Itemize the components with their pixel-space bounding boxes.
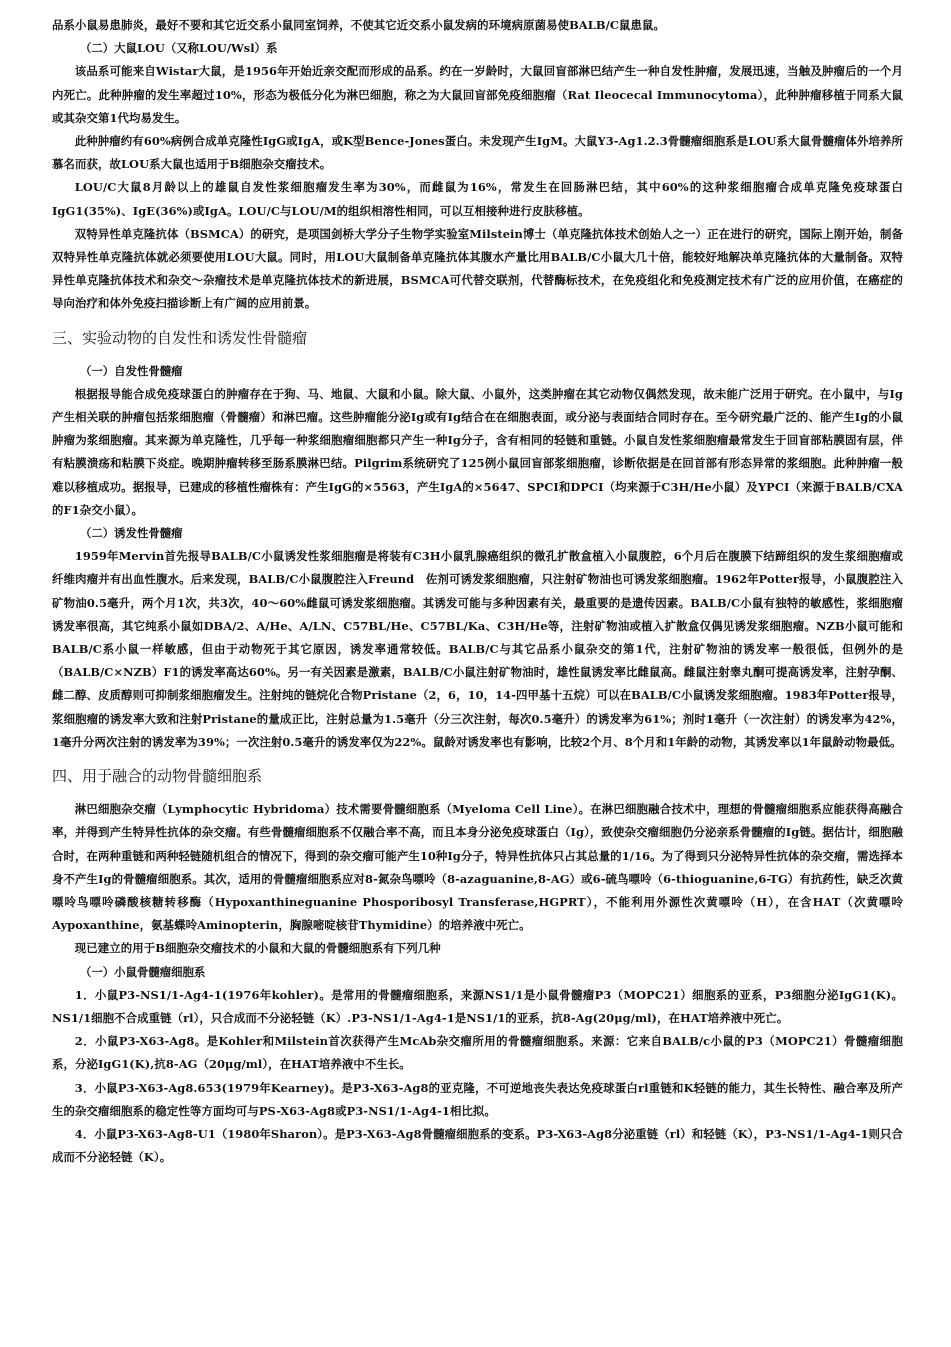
list-item-4: 4．小鼠P3-X63-Ag8-U1（1980年Sharon）。是P3-X63-Ag8骨髓瘤细胞系的变系。P3-X63-Ag8分泌重链（rl）和轻链（K），P3-NS1/1-Ag4-1则只合成而不分泌轻链（K）。 bbox=[52, 1126, 903, 1165]
paragraph-lou-3: LOU/C大鼠8月龄以上的雄鼠自发性浆细胞瘤发生率为30%，而雌鼠为16%，常发生在回肠淋巴结，其中60%的这种浆细胞瘤合成单克隆免疫球蛋白IgG1(35%)、IgE(36%)或IgA。LOU/C与LOU/M的组织相溶性相同，可以互相接种进行皮肤移植。 bbox=[52, 180, 903, 218]
paragraph-hybridoma: 淋巴细胞杂交瘤（Lymphocytic Hybridoma）技术需要骨髓细胞系（Myeloma Cell Line）。在淋巴细胞融合技术中，理想的骨髓瘤细胞系应能获得高融合率，并得到产生特异性抗体的杂交瘤。有些骨髓瘤细胞系不仅融合率不高，而且本身分泌免疫球蛋白（Ig），致使杂交瘤细胞仍分泌亲系骨髓瘤的Ig链。据估计，细胞融合时，在两种重链和两种轻链随机组合的情况下，得到的杂交瘤可能产生10种Ig分子，特异性抗体只占其总量的1/16。为了得到只分泌特异性抗体的杂交瘤，需选择本身不产生Ig的骨髓瘤细胞系。其次，适用的骨髓瘤细胞系应对8-氮杂鸟嘌呤（8-azaguanine,8-AG）或6-硫鸟嘌呤（6-thioguanine,6-TG）有抗药性，缺乏次黄嘌呤鸟嘌呤磷酸核糖转移酶（Hypoxanthineguanine Phosporibosyl Transferase,HGPRT），不能利用外源性次黄嘌呤（H），在含HAT（次黄嘌呤Aypoxanthine，氨基蝶呤Aminopterin，胸腺嘧啶核苷Thymidine）的培养液中死亡。 bbox=[52, 802, 903, 933]
subheading-induced: （二）诱发性骨髓瘤 bbox=[80, 526, 183, 541]
subheading-rat-lou: （二）大鼠LOU（又称LOU/Wsl）系 bbox=[80, 41, 278, 56]
paragraph-lou-4: 双特异性单克隆抗体（BSMCA）的研究，是项国剑桥大学分子生物学实验室Milstein博士（单克隆抗体技术创始人之一）正在进行的研究，国际上刚开始，制备双特异性单克隆抗体就必须要使用LOU大鼠。同时，用LOU大鼠制备单克隆抗体其腹水产量比用BALB/C小鼠大几十倍，能较好地解决单克隆抗体的大量制备。双特异性单克隆抗体技术和杂交～杂瘤技术是单克隆抗体技术的新进展，BSMCA可代替交联剂，代替酶标技术，在免疫组化和免疫测定技术有广泛的应用价值，在癌症的导向治疗和体外免疫扫描诊断上有广阔的应用前景。 bbox=[52, 226, 903, 311]
paragraph-intro: 品系小鼠易患肺炎，最好不要和其它近交系小鼠同室饲养，不使其它近交系小鼠发病的环境病原菌易使BALB/C鼠患鼠。 bbox=[52, 18, 665, 32]
list-item-2: 2．小鼠P3-X63-Ag8。是Kohler和Milstein首次获得产生McAb杂交瘤所用的骨髓瘤细胞系。来源：它来自BALB/c小鼠的P3（MOPC21）骨髓瘤细胞系，分泌IgG1(K),抗8-AG（20μg/ml），在HAT培养液中不生长。 bbox=[52, 1034, 903, 1072]
section-heading-3: 三、实验动物的自发性和诱发性骨髓瘤 bbox=[52, 328, 308, 347]
subheading-mouse-myeloma: （一）小鼠骨髓瘤细胞系 bbox=[80, 964, 206, 979]
subheading-spontaneous: （一）自发性骨髓瘤 bbox=[80, 363, 183, 378]
paragraph-spontaneous: 根据报导能合成免疫球蛋白的肿瘤存在于狗、马、地鼠、大鼠和小鼠。除大鼠、小鼠外，这类肿瘤在其它动物仅偶然发现，故未能广泛用于研究。在小鼠中，与Ig产生相关联的肿瘤包括浆细胞瘤（骨髓瘤）和淋巴瘤。这些肿瘤能分泌Ig或有Ig结合在在细胞表面，或分泌与表面结合同时存在。至今研究最广泛的、能产生Ig的小鼠肿瘤为浆细胞瘤。其来源为单克隆性，几乎每一种浆细胞瘤细胞都只产生一种Ig分子，含有相同的轻链和重链。小鼠自发性浆细胞瘤最常发生于回盲部粘膜固有层，伴有粘膜溃疡和粘膜下炎症。晚期肿瘤转移至肠系膜淋巴结。Pilgrim系统研究了125例小鼠回盲部浆细胞瘤，诊断依据是在回首部有形态异常的浆细胞。此种肿瘤一般难以移植成功。据报导，已建成的移植性瘤株有：产生IgG的×5563，产生IgA的×5647、SPCI和DPCI（均来源于C3H/He小鼠）及YPCI（来源于BALB/CXA的F1杂交小鼠）。 bbox=[52, 386, 903, 517]
paragraph-induced: 1959年Mervin首先报导BALB/C小鼠诱发性浆细胞瘤是将装有C3H小鼠乳腺癌组织的微孔扩散盒植入小鼠腹腔，6个月后在腹膜下结蹄组织的发生浆细胞瘤或纤维肉瘤并有出血性腹水。后来发现，BALB/C小鼠腹腔注入Freund 佐剂可诱发浆细胞瘤，只注射矿物油也可诱发浆细胞瘤。1962年Potter报导，小鼠腹腔注入矿物油0.5毫升，两个月1次，共3次，40～60%雌鼠可诱发浆细胞瘤。其诱发可能与多种因素有关，最重要的是遗传因素。BALB/C小鼠有独特的敏感性，浆细胞瘤诱发率很高，其它纯系小鼠如DBA/2、A/He、A/LN、C57BL/He、C57BL/Ka、C3H/He等，注射矿物油或植入扩散盒仅偶见诱发浆细胞瘤。NZB小鼠可能和BALB/C系小鼠一样敏感，但由于动物死于其它原因，诱发率通常较低。BALB/C与其它品系小鼠杂交的第1代，注射矿物油的诱发率一般很低，但例外的是（BALB/C×NZB）F1的诱发率高达60%。另一有关因素是激素，BALB/C小鼠注射矿物油时，雄性鼠诱发率比雌鼠高。雌鼠注射睾丸酮可提高诱发率，注射孕酮、雌二醇、皮质醇则可抑制浆细胞瘤发生。注射纯的链烷化合物Pristane（2，6，10，14-四甲基十五烷）可以在BALB/C小鼠诱发浆细胞瘤。1983年Potter报导，浆细胞瘤的诱发率大致和注射Pristane的量成正比，注射总量为1.5毫升（分三次注射，每次0.5毫升）的诱发率为61%；剂时1毫升（一次注射）的诱发率为42%，1毫升分两次注射的诱发率为39%；一次注射0.5毫升的诱发率仅为22%。鼠龄对诱发率也有影响，比较2个月、8个月和1年龄的动物，其诱发率以1年鼠龄动物最低。 bbox=[52, 549, 903, 749]
list-item-1: 1．小鼠P3-NS1/1-Ag4-1(1976年kohler)。是常用的骨髓瘤细胞系，来源NS1/1是小鼠骨髓瘤P3（MOPC21）细胞系的亚系，P3细胞分泌IgG1(K)。NS1/1细胞不合成重链（rl），只合成而不分泌轻链（K）.P3-NS1/1-Ag4-1是NS1/1的亚系，抗8-Ag(20μg/ml)，在HAT培养液中死亡。 bbox=[52, 987, 903, 1025]
paragraph-lou-2: 此种肿瘤约有60%病例合成单克隆性IgG或IgA，或K型Bence-Jones蛋白。未发现产生IgM。大鼠Y3-Ag1.2.3骨髓瘤细胞系是LOU系大鼠骨髓瘤体外培养所慕名而获，故LOU系大鼠也适用于B细胞杂交瘤技术。 bbox=[52, 134, 903, 172]
list-item-3: 3．小鼠P3-X63-Ag8.653(1979年Kearney)。是P3-X63-Ag8的亚克隆，不可逆地丧失表达免疫球蛋白rl重链和K轻链的能力，其生长特性、融合率及所产生的杂交瘤细胞系的稳定性等方面均可与PS-X63-Ag8或P3-NS1/1-Ag4-1相比拟。 bbox=[52, 1080, 903, 1118]
paragraph-lou-1: 该品系可能来自Wistar大鼠，是1956年开始近亲交配而形成的品系。约在一岁龄时，大鼠回盲部淋巴结产生一种自发性肿瘤，发展迅速，当触及肿瘤后的一个月内死亡。此种肿瘤的发生率超过10%，形态为极低分化为淋巴细胞，称之为大鼠回盲部免疫细胞瘤（Rat Ileocecal Immunocytoma），此种肿瘤移植于同系大鼠或其杂交第1代均易发生。 bbox=[52, 64, 903, 125]
paragraph-list-intro: 现已建立的用于B细胞杂交瘤技术的小鼠和大鼠的骨髓细胞系有下列几种 bbox=[74, 941, 441, 956]
section-heading-4: 四、用于融合的动物骨髓细胞系 bbox=[52, 767, 263, 786]
